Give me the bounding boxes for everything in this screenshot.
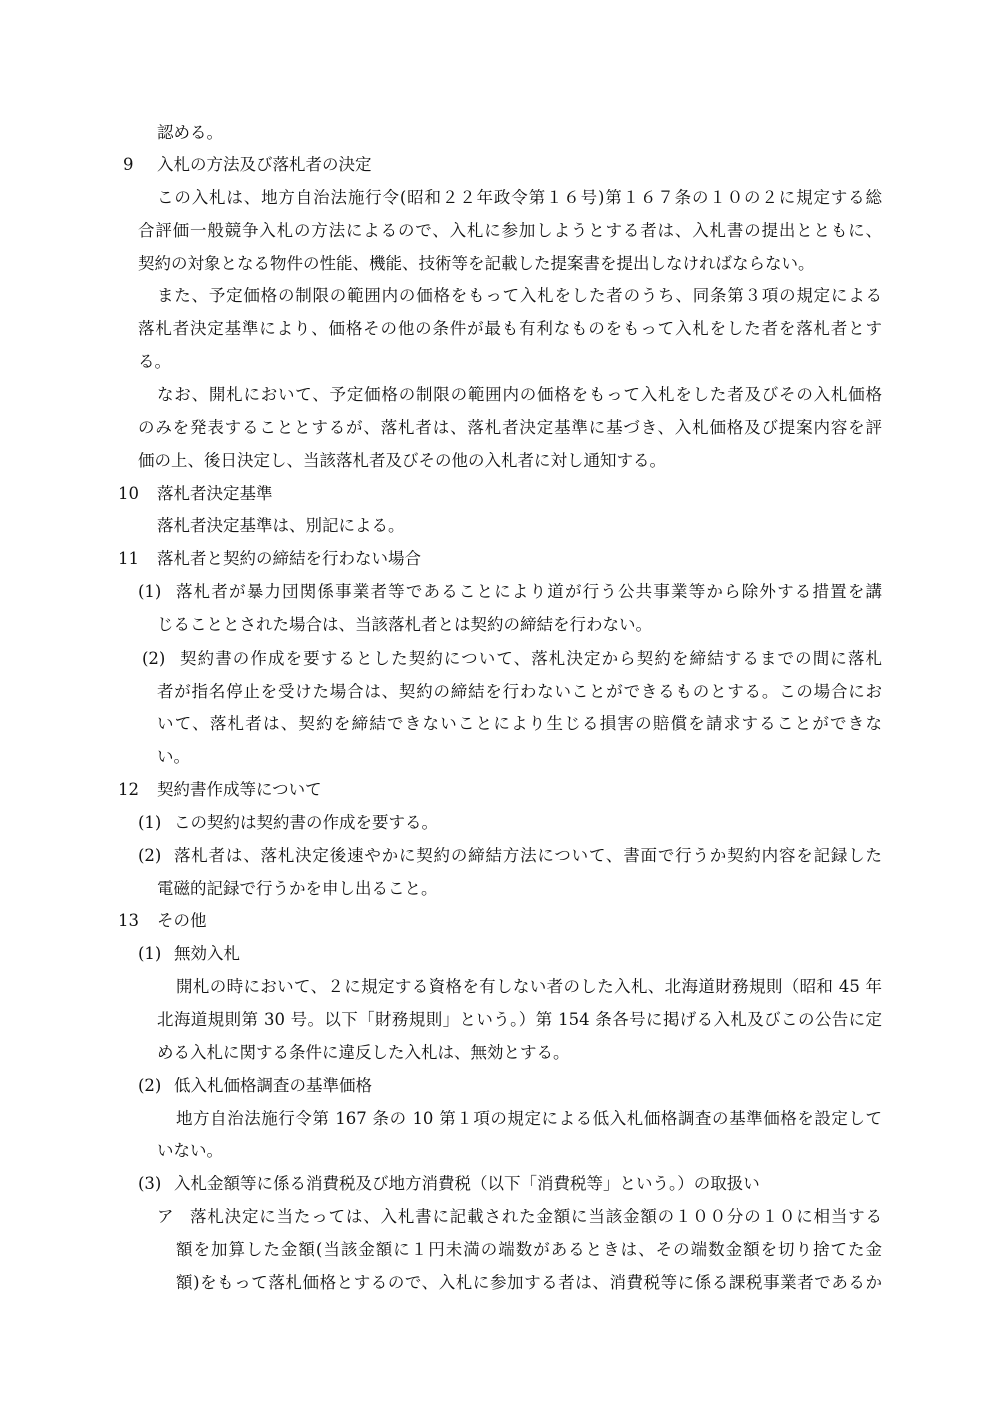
item-number: (1) bbox=[138, 813, 162, 832]
text-line: なお、開札において、予定価格の制限の範囲内の価格をもって入札をした者及びその入札価格 bbox=[157, 385, 882, 404]
text-line: 落札者が暴力団関係事業者等であることにより道が行う公共事業等から除外する措置を講 bbox=[176, 582, 882, 601]
text-line: 額を加算した金額(当該金額に１円未満の端数があるときは、その端数金額を切り捨てた金 bbox=[176, 1240, 882, 1259]
text-line: 者が指名停止を受けた場合は、契約の締結を行わないことができるものとする。この場合にお bbox=[157, 682, 882, 701]
text-line: 落札決定に当たっては、入札書に記載された金額に当該金額の１００分の１０に相当する bbox=[190, 1207, 882, 1226]
item-heading: 入札金額等に係る消費税及び地方消費税（以下「消費税等」という。）の取扱い bbox=[174, 1174, 760, 1193]
text-line: この入札は、地方自治法施行令(昭和２２年政令第１６号)第１６７条の１０の２に規定する総 bbox=[157, 188, 882, 207]
section-heading: 落札者決定基準 bbox=[157, 484, 273, 503]
text-line: 価の上、後日決定し、当該落札者及びその他の入札者に対し通知する。 bbox=[138, 451, 666, 470]
text-line: 落札者決定基準により、価格その他の条件が最も有利なものをもって入札をした者を落札者とす bbox=[138, 319, 882, 338]
text-line: いない。 bbox=[157, 1141, 223, 1160]
text-line: い。 bbox=[157, 747, 190, 766]
text-line: 額)をもって落札価格とするので、入札に参加する者は、消費税等に係る課税事業者であるか bbox=[176, 1273, 882, 1292]
section-number: 10 bbox=[118, 484, 139, 503]
text-line: また、予定価格の制限の範囲内の価格をもって入札をした者のうち、同条第３項の規定による bbox=[157, 286, 882, 305]
section-heading: 入札の方法及び落札者の決定 bbox=[157, 155, 372, 174]
item-number: (3) bbox=[138, 1174, 162, 1193]
text-line: 合評価一般競争入札の方法によるので、入札に参加しようとする者は、入札書の提出とともに、 bbox=[138, 221, 882, 240]
section-number: 13 bbox=[118, 911, 139, 930]
text-line: 電磁的記録で行うかを申し出ること。 bbox=[157, 879, 438, 898]
section-number: 12 bbox=[118, 780, 139, 799]
section-number: 9 bbox=[123, 155, 134, 174]
text-line: 契約の対象となる物件の性能、機能、技術等を記載した提案書を提出しなければならない。 bbox=[138, 254, 815, 273]
section-heading: 落札者と契約の締結を行わない場合 bbox=[157, 549, 421, 568]
text-line: 北海道規則第 30 号。以下「財務規則」という。）第 154 条各号に掲げる入札及びこの公告に定 bbox=[157, 1010, 882, 1029]
section-number: 11 bbox=[118, 549, 139, 568]
text-line: 契約書の作成を要するとした契約について、落札決定から契約を締結するまでの間に落札 bbox=[180, 649, 882, 668]
text-line: 落札者決定基準は、別記による。 bbox=[157, 516, 405, 535]
item-number: (1) bbox=[138, 582, 162, 601]
text-line: じることとされた場合は、当該落札者とは契約の締結を行わない。 bbox=[157, 615, 652, 634]
item-number: (2) bbox=[138, 846, 162, 865]
item-heading: 無効入札 bbox=[174, 944, 240, 963]
item-number: (2) bbox=[142, 649, 166, 668]
text-line: 開札の時において、２に規定する資格を有しない者のした入札、北海道財務規則（昭和 45 年 bbox=[176, 977, 882, 996]
text-line: この契約は契約書の作成を要する。 bbox=[174, 813, 438, 832]
text-line: のみを発表することとするが、落札者は、落札者決定基準に基づき、入札価格及び提案内容を評 bbox=[138, 418, 882, 437]
item-number: (2) bbox=[138, 1076, 162, 1095]
section-heading: その他 bbox=[157, 911, 207, 930]
text-line: める入札に関する条件に違反した入札は、無効とする。 bbox=[157, 1043, 570, 1062]
subitem-marker: ア bbox=[157, 1207, 174, 1226]
text-line: いて、落札者は、契約を締結できないことにより生じる損害の賠償を請求することができな bbox=[157, 714, 882, 733]
item-number: (1) bbox=[138, 944, 162, 963]
text-line: 落札者は、落札決定後速やかに契約の締結方法について、書面で行うか契約内容を記録した bbox=[174, 846, 882, 865]
section-heading: 契約書作成等について bbox=[157, 780, 322, 799]
text-line: る。 bbox=[138, 352, 171, 371]
text-line: 認める。 bbox=[157, 123, 223, 142]
item-heading: 低入札価格調査の基準価格 bbox=[174, 1076, 372, 1095]
text-line: 地方自治法施行令第 167 条の 10 第１項の規定による低入札価格調査の基準価格を設定して bbox=[176, 1109, 882, 1128]
